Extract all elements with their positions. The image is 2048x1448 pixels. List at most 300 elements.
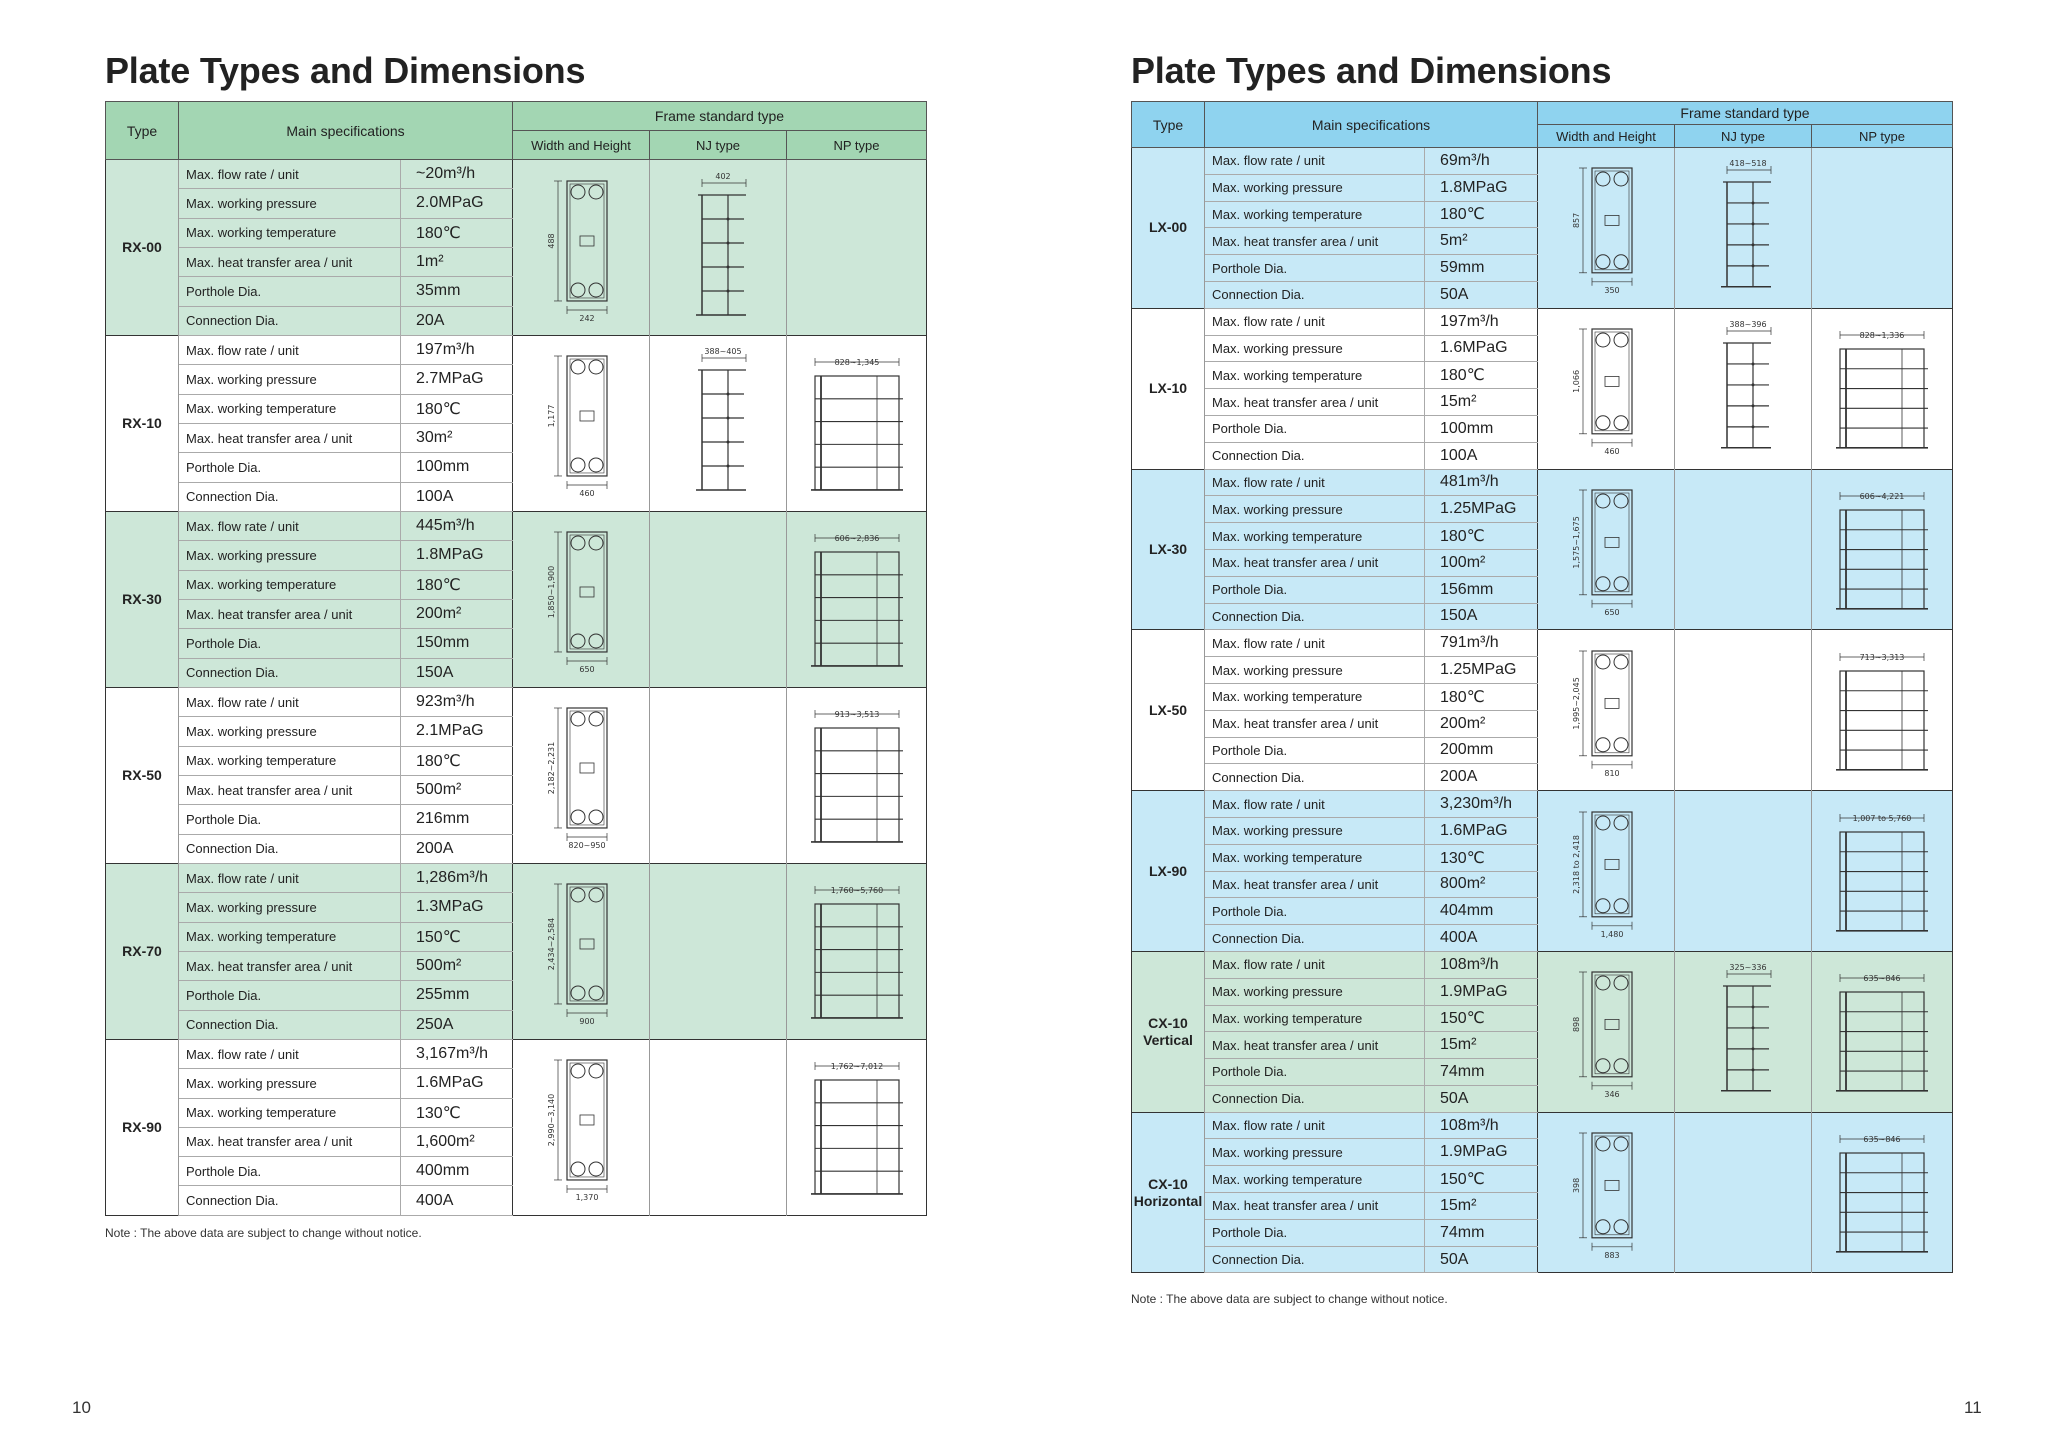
- plate-type: CX-10 Horizontal: [1132, 1112, 1205, 1273]
- dimension-drawing-nj: [650, 863, 787, 1039]
- spec-label: Connection Dia.: [179, 1010, 401, 1039]
- plate-drawing: [521, 694, 641, 856]
- spec-value: 1.9MPaG: [1425, 1139, 1538, 1166]
- plate-type: LX-50: [1132, 630, 1205, 791]
- dimension-drawing-wh: [1538, 308, 1675, 469]
- plate-type: LX-10: [1132, 308, 1205, 469]
- np-frame-drawing: [797, 694, 917, 856]
- spec-label: Connection Dia.: [179, 834, 401, 863]
- dimension-drawing-nj: [650, 160, 787, 336]
- plate-drawing: [521, 518, 641, 680]
- spec-label: Connection Dia.: [1205, 281, 1425, 308]
- dimension-drawing-nj: [1675, 630, 1812, 791]
- dimension-drawing-wh: [513, 1039, 650, 1215]
- spec-value: 400A: [1425, 925, 1538, 952]
- spec-value: 180℃: [401, 394, 513, 423]
- spec-value: 1.6MPaG: [401, 1069, 513, 1098]
- spec-row: [1132, 1112, 1953, 1139]
- spec-label: Connection Dia.: [1205, 1246, 1425, 1273]
- spec-value: 50A: [1425, 281, 1538, 308]
- spec-value: 150A: [1425, 603, 1538, 630]
- spec-value: 1,600m²: [401, 1127, 513, 1156]
- dimension-drawing-wh: [1538, 791, 1675, 952]
- spec-value: 200m²: [1425, 710, 1538, 737]
- spec-label: Porthole Dia.: [179, 453, 401, 482]
- dimension-label: 650: [579, 665, 595, 675]
- spec-label: Max. flow rate / unit: [1205, 308, 1425, 335]
- spec-value: 180℃: [401, 746, 513, 775]
- dimension-label: 2,990~3,140: [547, 1094, 557, 1147]
- spec-label: Max. flow rate / unit: [179, 160, 401, 189]
- dimension-label: 1,760~5,760: [830, 886, 883, 896]
- dimension-drawing-np: [1812, 1112, 1953, 1273]
- spec-value: 108m³/h: [1425, 1112, 1538, 1139]
- spec-value: 180℃: [401, 570, 513, 599]
- plate-type: RX-00: [106, 160, 179, 336]
- header-width-and-height: Width and Height: [1538, 125, 1675, 148]
- spec-value: 156mm: [1425, 576, 1538, 603]
- dimension-label: 1,066: [1572, 370, 1582, 394]
- spec-table-left: [105, 101, 927, 1216]
- spec-row: [106, 687, 927, 716]
- plate-drawing: [1546, 637, 1666, 784]
- np-frame-drawing: [1822, 637, 1942, 784]
- spec-value: 180℃: [1425, 201, 1538, 228]
- spec-value: 923m³/h: [401, 687, 513, 716]
- dimension-label: 325~336: [1729, 963, 1767, 973]
- spec-value: 400A: [401, 1186, 513, 1215]
- dimension-label: 820~950: [568, 841, 606, 851]
- dimension-label: 2,182~2,231: [547, 742, 557, 795]
- dimension-drawing-wh: [1538, 951, 1675, 1112]
- header-frame-standard-type: Frame standard type: [1538, 102, 1953, 125]
- dimension-drawing-nj: [650, 1039, 787, 1215]
- nj-frame-drawing: [658, 342, 778, 504]
- footnote: Note : The above data are subject to change without notice.: [1131, 1292, 1448, 1306]
- spec-value: 180℃: [1425, 683, 1538, 710]
- spec-row: [1132, 469, 1953, 496]
- spec-label: Connection Dia.: [179, 658, 401, 687]
- spec-row: [1132, 148, 1953, 175]
- spec-label: Max. working temperature: [1205, 844, 1425, 871]
- spec-label: Max. heat transfer area / unit: [179, 599, 401, 628]
- spec-label: Max. working temperature: [179, 218, 401, 247]
- spec-value: 5m²: [1425, 228, 1538, 255]
- spec-label: Max. flow rate / unit: [1205, 791, 1425, 818]
- dimension-label: 398: [1572, 1177, 1582, 1194]
- dimension-label: 650: [1604, 607, 1620, 617]
- spec-value: 100m²: [1425, 549, 1538, 576]
- spec-label: Max. heat transfer area / unit: [179, 423, 401, 452]
- dimension-drawing-np: [787, 511, 927, 687]
- dimension-drawing-wh: [1538, 148, 1675, 309]
- dimension-label: 1,850~1,900: [547, 566, 557, 619]
- spec-label: Max. working pressure: [1205, 335, 1425, 362]
- dimension-label: 635~846: [1863, 974, 1901, 984]
- spec-value: 197m³/h: [401, 335, 513, 364]
- spec-row: [1132, 308, 1953, 335]
- spec-label: Max. working temperature: [1205, 362, 1425, 389]
- spec-value: 50A: [1425, 1085, 1538, 1112]
- spec-value: 791m³/h: [1425, 630, 1538, 657]
- spec-value: 2.7MPaG: [401, 365, 513, 394]
- spec-value: 1.9MPaG: [1425, 978, 1538, 1005]
- spec-value: 180℃: [1425, 523, 1538, 550]
- dimension-drawing-np: [1812, 469, 1953, 630]
- spec-value: 500m²: [401, 951, 513, 980]
- dimension-drawing-np: [787, 335, 927, 511]
- plate-type: RX-10: [106, 335, 179, 511]
- dimension-drawing-nj: [1675, 308, 1812, 469]
- np-frame-drawing: [1822, 315, 1942, 462]
- dimension-drawing-wh: [1538, 1112, 1675, 1273]
- spec-value: 30m²: [401, 423, 513, 452]
- spec-label: Max. working temperature: [1205, 1166, 1425, 1193]
- spec-value: 1.3MPaG: [401, 893, 513, 922]
- spec-value: 100A: [1425, 442, 1538, 469]
- spec-value: 180℃: [401, 218, 513, 247]
- dimension-label: 1,995~2,045: [1572, 677, 1582, 730]
- spec-value: 2.0MPaG: [401, 189, 513, 218]
- np-frame-drawing: [797, 870, 917, 1032]
- spec-label: Porthole Dia.: [1205, 576, 1425, 603]
- spec-value: 404mm: [1425, 898, 1538, 925]
- spec-value: 100mm: [1425, 415, 1538, 442]
- spec-label: Max. flow rate / unit: [1205, 1112, 1425, 1139]
- dimension-drawing-wh: [513, 863, 650, 1039]
- spec-label: Max. flow rate / unit: [1205, 469, 1425, 496]
- spec-value: 130℃: [1425, 844, 1538, 871]
- spec-label: Max. working temperature: [179, 746, 401, 775]
- page-title: Plate Types and Dimensions: [105, 50, 586, 91]
- spec-label: Max. working temperature: [1205, 683, 1425, 710]
- dimension-drawing-wh: [1538, 630, 1675, 791]
- dimension-label: 898: [1572, 1017, 1582, 1033]
- spec-value: 800m²: [1425, 871, 1538, 898]
- page-title: Plate Types and Dimensions: [1131, 50, 1612, 91]
- spec-value: 216mm: [401, 805, 513, 834]
- dimension-drawing-nj: [1675, 791, 1812, 952]
- dimension-label: 883: [1604, 1250, 1620, 1260]
- spec-value: 481m³/h: [1425, 469, 1538, 496]
- spec-value: 197m³/h: [1425, 308, 1538, 335]
- spec-label: Porthole Dia.: [1205, 415, 1425, 442]
- plate-type: LX-90: [1132, 791, 1205, 952]
- plate-drawing: [521, 167, 641, 329]
- dimension-drawing-np: [787, 863, 927, 1039]
- spec-value: 2.1MPaG: [401, 717, 513, 746]
- dimension-drawing-wh: [513, 511, 650, 687]
- plate-type: RX-50: [106, 687, 179, 863]
- dimension-label: 1,762~7,012: [830, 1062, 883, 1072]
- spec-label: Max. heat transfer area / unit: [1205, 1193, 1425, 1220]
- spec-label: Max. heat transfer area / unit: [1205, 871, 1425, 898]
- np-frame-drawing: [1822, 798, 1942, 945]
- header-type: Type: [106, 102, 179, 160]
- spec-value: 15m²: [1425, 389, 1538, 416]
- spec-value: 100A: [401, 482, 513, 511]
- spec-value: 1.6MPaG: [1425, 817, 1538, 844]
- spec-label: Max. working pressure: [179, 189, 401, 218]
- header-frame-standard-type: Frame standard type: [513, 102, 927, 131]
- spec-label: Connection Dia.: [1205, 764, 1425, 791]
- spec-value: ~20m³/h: [401, 160, 513, 189]
- spec-value: 500m²: [401, 775, 513, 804]
- spec-row: [106, 160, 927, 189]
- dimension-label: 810: [1604, 768, 1620, 778]
- dimension-label: 828~1,336: [1859, 331, 1905, 341]
- plate-type: LX-00: [1132, 148, 1205, 309]
- spec-row: [106, 1039, 927, 1068]
- spec-label: Max. heat transfer area / unit: [179, 951, 401, 980]
- spec-value: 1.8MPaG: [1425, 174, 1538, 201]
- spec-label: Max. working pressure: [1205, 817, 1425, 844]
- dimension-label: 2,318 to 2,418: [1572, 834, 1582, 894]
- spec-value: 1m²: [401, 247, 513, 276]
- spec-label: Connection Dia.: [1205, 442, 1425, 469]
- plate-type: CX-10 Vertical: [1132, 951, 1205, 1112]
- spec-label: Max. working temperature: [179, 570, 401, 599]
- spec-label: Max. flow rate / unit: [179, 1039, 401, 1068]
- spec-label: Max. working pressure: [1205, 978, 1425, 1005]
- spec-value: 50A: [1425, 1246, 1538, 1273]
- np-frame-drawing: [1822, 476, 1942, 623]
- header-nj-type: NJ type: [650, 131, 787, 160]
- plate-drawing: [521, 1046, 641, 1208]
- page-number: 10: [72, 1398, 91, 1417]
- spec-label: Max. working pressure: [1205, 1139, 1425, 1166]
- plate-drawing: [521, 342, 641, 504]
- dimension-drawing-np: [787, 160, 927, 336]
- spec-label: Max. working pressure: [1205, 496, 1425, 523]
- spec-value: 150℃: [1425, 1005, 1538, 1032]
- dimension-drawing-nj: [650, 687, 787, 863]
- spec-value: 69m³/h: [1425, 148, 1538, 175]
- header-nj-type: NJ type: [1675, 125, 1812, 148]
- spec-label: Porthole Dia.: [1205, 898, 1425, 925]
- plate-drawing: [1546, 1119, 1666, 1266]
- plate-drawing: [1546, 315, 1666, 462]
- dimension-label: 388~396: [1729, 320, 1767, 330]
- np-frame-drawing: [797, 1046, 917, 1208]
- spec-label: Max. working temperature: [1205, 1005, 1425, 1032]
- dimension-drawing-wh: [513, 687, 650, 863]
- spec-value: 1,286m³/h: [401, 863, 513, 892]
- spec-value: 400mm: [401, 1157, 513, 1186]
- dimension-label: 1,007 to 5,760: [1852, 813, 1912, 823]
- dimension-label: 857: [1572, 213, 1582, 229]
- dimension-label: 606~4,221: [1859, 492, 1905, 502]
- dimension-label: 606~2,836: [834, 534, 879, 544]
- dimension-label: 488: [547, 232, 557, 249]
- nj-frame-drawing: [1683, 315, 1803, 462]
- np-frame-drawing: [1822, 958, 1942, 1105]
- spec-label: Max. flow rate / unit: [179, 511, 401, 540]
- dimension-drawing-wh: [513, 335, 650, 511]
- nj-frame-drawing: [658, 167, 778, 329]
- spec-label: Max. flow rate / unit: [179, 687, 401, 716]
- spec-label: Max. working pressure: [179, 893, 401, 922]
- spec-value: 255mm: [401, 981, 513, 1010]
- spec-label: Max. flow rate / unit: [1205, 630, 1425, 657]
- spec-label: Max. flow rate / unit: [179, 335, 401, 364]
- dimension-drawing-nj: [650, 511, 787, 687]
- spec-value: 150A: [401, 658, 513, 687]
- dimension-label: 460: [579, 489, 595, 499]
- header-type: Type: [1132, 102, 1205, 148]
- spec-label: Max. working pressure: [179, 717, 401, 746]
- spec-label: Porthole Dia.: [1205, 1059, 1425, 1086]
- plate-type: RX-30: [106, 511, 179, 687]
- dimension-label: 346: [1604, 1090, 1620, 1100]
- spec-label: Max. working pressure: [179, 541, 401, 570]
- spec-label: Connection Dia.: [1205, 603, 1425, 630]
- spec-value: 200mm: [1425, 737, 1538, 764]
- spec-value: 130℃: [401, 1098, 513, 1127]
- spec-value: 1.25MPaG: [1425, 657, 1538, 684]
- spec-label: Max. heat transfer area / unit: [1205, 228, 1425, 255]
- dimension-label: 2,434~2,584: [547, 918, 557, 971]
- spec-value: 445m³/h: [401, 511, 513, 540]
- spec-label: Max. working temperature: [1205, 523, 1425, 550]
- spec-value: 108m³/h: [1425, 951, 1538, 978]
- spec-label: Max. flow rate / unit: [179, 863, 401, 892]
- spec-row: [1132, 791, 1953, 818]
- spec-value: 74mm: [1425, 1059, 1538, 1086]
- plate-type: RX-90: [106, 1039, 179, 1215]
- spec-value: 200m²: [401, 599, 513, 628]
- spec-row: [106, 863, 927, 892]
- dimension-drawing-wh: [1538, 469, 1675, 630]
- spec-label: Porthole Dia.: [179, 1157, 401, 1186]
- dimension-label: 900: [579, 1017, 595, 1027]
- spec-row: [1132, 630, 1953, 657]
- dimension-drawing-nj: [1675, 1112, 1812, 1273]
- page-number: 11: [1964, 1398, 1982, 1417]
- dimension-drawing-np: [1812, 951, 1953, 1112]
- spec-value: 1.6MPaG: [1425, 335, 1538, 362]
- spec-label: Max. flow rate / unit: [1205, 951, 1425, 978]
- spec-label: Porthole Dia.: [1205, 255, 1425, 282]
- plate-drawing: [1546, 154, 1666, 301]
- spec-value: 150mm: [401, 629, 513, 658]
- spec-table-right: [1131, 101, 1953, 1273]
- dimension-label: 713~3,313: [1859, 652, 1905, 662]
- spec-value: 74mm: [1425, 1219, 1538, 1246]
- spec-label: Connection Dia.: [1205, 1085, 1425, 1112]
- dimension-drawing-np: [1812, 148, 1953, 309]
- spec-value: 35mm: [401, 277, 513, 306]
- dimension-label: 350: [1604, 286, 1620, 296]
- spec-value: 1.8MPaG: [401, 541, 513, 570]
- spec-value: 200A: [1425, 764, 1538, 791]
- nj-frame-drawing: [1683, 154, 1803, 301]
- spec-label: Max. heat transfer area / unit: [1205, 389, 1425, 416]
- spec-label: Connection Dia.: [1205, 925, 1425, 952]
- dimension-drawing-np: [1812, 630, 1953, 791]
- plate-type: LX-30: [1132, 469, 1205, 630]
- dimension-label: 1,575~1,675: [1572, 516, 1582, 569]
- spec-label: Max. working pressure: [179, 1069, 401, 1098]
- dimension-drawing-nj: [650, 335, 787, 511]
- dimension-drawing-nj: [1675, 951, 1812, 1112]
- dimension-drawing-np: [787, 687, 927, 863]
- spec-value: 59mm: [1425, 255, 1538, 282]
- spec-value: 250A: [401, 1010, 513, 1039]
- plate-drawing: [521, 870, 641, 1032]
- spec-value: 200A: [401, 834, 513, 863]
- dimension-drawing-nj: [1675, 148, 1812, 309]
- dimension-label: 1,480: [1600, 929, 1624, 939]
- dimension-label: 460: [1604, 447, 1620, 457]
- spec-label: Max. heat transfer area / unit: [179, 775, 401, 804]
- spec-label: Max. working temperature: [1205, 201, 1425, 228]
- spec-row: [1132, 951, 1953, 978]
- dimension-label: 418~518: [1729, 159, 1767, 169]
- header-main-specifications: Main specifications: [1205, 102, 1538, 148]
- spec-label: Max. heat transfer area / unit: [1205, 549, 1425, 576]
- spec-value: 150℃: [1425, 1166, 1538, 1193]
- dimension-drawing-wh: [513, 160, 650, 336]
- dimension-label: 242: [579, 313, 595, 323]
- np-frame-drawing: [1822, 1119, 1942, 1266]
- spec-label: Max. working pressure: [179, 365, 401, 394]
- header-np-type: NP type: [787, 131, 927, 160]
- spec-label: Max. heat transfer area / unit: [179, 247, 401, 276]
- spec-row: [106, 335, 927, 364]
- dimension-drawing-np: [1812, 308, 1953, 469]
- dimension-label: 388~405: [704, 347, 742, 357]
- plate-type: RX-70: [106, 863, 179, 1039]
- dimension-label: 402: [715, 171, 731, 181]
- dimension-drawing-np: [787, 1039, 927, 1215]
- spec-label: Porthole Dia.: [179, 981, 401, 1010]
- dimension-drawing-np: [1812, 791, 1953, 952]
- spec-label: Max. working temperature: [179, 1098, 401, 1127]
- spec-label: Connection Dia.: [179, 482, 401, 511]
- spec-label: Porthole Dia.: [1205, 737, 1425, 764]
- spec-value: 1.25MPaG: [1425, 496, 1538, 523]
- spec-value: 20A: [401, 306, 513, 335]
- spec-label: Max. flow rate / unit: [1205, 148, 1425, 175]
- dimension-label: 635~846: [1863, 1135, 1901, 1145]
- plate-drawing: [1546, 476, 1666, 623]
- spec-label: Max. heat transfer area / unit: [1205, 1032, 1425, 1059]
- spec-label: Porthole Dia.: [179, 277, 401, 306]
- spec-label: Max. working temperature: [179, 922, 401, 951]
- spec-label: Connection Dia.: [179, 1186, 401, 1215]
- spec-label: Connection Dia.: [179, 306, 401, 335]
- plate-drawing: [1546, 798, 1666, 945]
- nj-frame-drawing: [1683, 958, 1803, 1105]
- spec-value: 150℃: [401, 922, 513, 951]
- spec-label: Porthole Dia.: [179, 805, 401, 834]
- spec-label: Max. working temperature: [179, 394, 401, 423]
- np-frame-drawing: [797, 518, 917, 680]
- dimension-label: 828~1,345: [834, 358, 879, 368]
- dimension-label: 1,177: [547, 405, 557, 428]
- spec-label: Porthole Dia.: [179, 629, 401, 658]
- spec-value: 15m²: [1425, 1032, 1538, 1059]
- spec-value: 15m²: [1425, 1193, 1538, 1220]
- plate-drawing: [1546, 958, 1666, 1105]
- spec-value: 100mm: [401, 453, 513, 482]
- spec-label: Max. working pressure: [1205, 174, 1425, 201]
- spec-label: Porthole Dia.: [1205, 1219, 1425, 1246]
- np-frame-drawing: [797, 342, 917, 504]
- spec-label: Max. working pressure: [1205, 657, 1425, 684]
- spec-value: 3,167m³/h: [401, 1039, 513, 1068]
